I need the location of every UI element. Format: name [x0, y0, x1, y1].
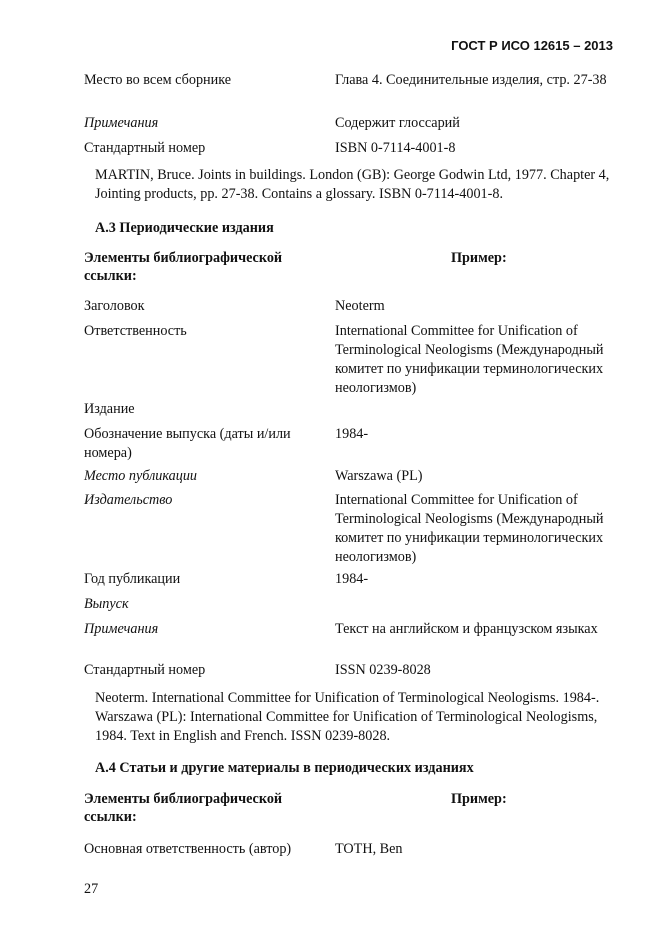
element-value: ISBN 0-7114-4001-8 — [335, 140, 456, 156]
page-number: 27 — [84, 881, 99, 897]
document-header: ГОСТ Р ИСО 12615 – 2013 — [451, 38, 613, 53]
element-value: Текст на английском и французском языках — [335, 621, 598, 637]
column-header-elements: Элементы библиографической ссылки: — [84, 250, 283, 284]
element-label: Выпуск — [84, 596, 129, 612]
element-label: Место публикации — [84, 468, 198, 484]
element-value: 1984- — [335, 571, 369, 587]
element-value: Глава 4. Соединительные изделия, стр. 27-38 — [335, 72, 607, 88]
element-label: Ответственность — [84, 323, 187, 339]
column-header-example: Пример: — [451, 791, 507, 807]
element-label: Издание — [84, 401, 135, 417]
element-value: Содержит глоссарий — [335, 115, 460, 131]
column-header-example: Пример: — [451, 250, 507, 266]
section-title: А.4 Статьи и другие материалы в периодических изданиях — [95, 760, 474, 776]
element-label: Заголовок — [84, 298, 145, 314]
example-citation: Neoterm. International Committee for Unification of Terminological Neologisms. 1984-. Warszawa (PL): International Committee for Unification of Terminological Neologisms, 1984. Text in English and French. ISSN 0239-8028. — [95, 690, 600, 744]
element-label: Примечания — [84, 621, 159, 637]
column-header-elements: Элементы библиографической ссылки: — [84, 791, 283, 825]
element-label: Год публикации — [84, 571, 181, 587]
element-value: TOTH, Ben — [335, 841, 403, 857]
element-value: International Committee for Unification of Terminological Neologisms (Международный комитет по унификации терминологических неологизмов) — [335, 492, 604, 565]
element-label: Стандартный номер — [84, 140, 206, 156]
element-value: Warszawa (PL) — [335, 468, 423, 484]
element-label: Обозначение выпуска (даты и/или номера) — [84, 426, 291, 461]
element-label: Примечания — [84, 115, 159, 131]
element-value: International Committee for Unification of Terminological Neologisms (Международный комитет по унификации терминологических неологизмов) — [335, 323, 604, 396]
example-citation: MARTIN, Bruce. Joints in buildings. London (GB): George Godwin Ltd, 1977. Chapter 4, Jointing products, pp. 27-38. Contains a glossary. ISBN 0-7114-4001-8. — [95, 167, 610, 202]
element-label: Место во всем сборнике — [84, 72, 232, 88]
element-value: 1984- — [335, 426, 369, 442]
section-title: А.3 Периодические издания — [95, 220, 274, 236]
element-value: ISSN 0239-8028 — [335, 662, 431, 678]
element-label: Стандартный номер — [84, 662, 206, 678]
element-label: Издательство — [84, 492, 173, 508]
element-value: Neoterm — [335, 298, 385, 314]
element-label: Основная ответственность (автор) — [84, 841, 292, 857]
